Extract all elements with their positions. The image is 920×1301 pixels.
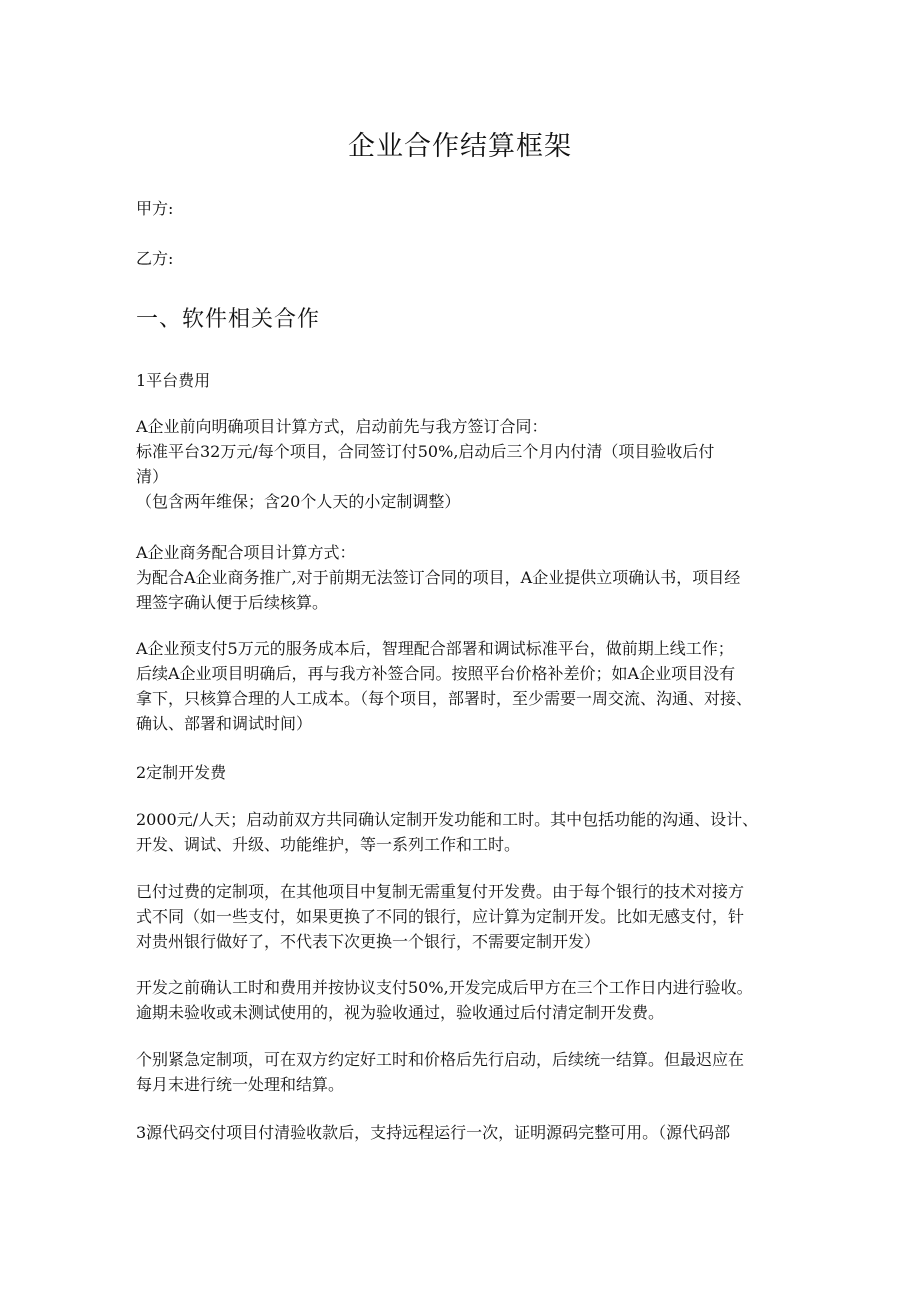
paragraph-line: （包含两年维保；含20个人天的小定制调整） [136, 492, 461, 511]
paragraph-line: 每月末进行统一处理和结算。 [136, 1075, 345, 1094]
paragraph-line: 开发、调试、升级、功能维护，等一系列工作和工时。 [136, 835, 521, 854]
paragraph-line: 个别紧急定制项，可在双方约定好工时和价格后先行启动，后续统一结算。但最迟应在 [136, 1050, 745, 1069]
paragraph-line: 逾期未验收或未测试使用的，视为验收通过，验收通过后付清定制开发费。 [136, 1003, 665, 1022]
paragraph-line: 后续A企业项目明确后，再与我方补签合同。按照平台价格补差价；如A企业项目没有 [136, 664, 736, 683]
paragraph-line: A企业预支付5万元的服务成本后，智理配合部署和调试标准平台，做前期上线工作； [136, 639, 734, 658]
paragraph-line: 标准平台32万元/每个项目，合同签订付50%,启动后三个月内付清（项目验收后付 [136, 442, 715, 461]
paragraph-line: 已付过费的定制项，在其他项目中复制无需重复付开发费。由于每个银行的技术对接方 [136, 882, 745, 901]
paragraph-line: 式不同（如一些支付，如果更换了不同的银行，应计算为定制开发。比如无感支付，针 [136, 907, 745, 926]
subheading-custom-dev-fee: 2定制开发费 [136, 763, 227, 782]
paragraph-line: 对贵州银行做好了，不代表下次更换一个银行，不需要定制开发） [136, 932, 601, 951]
section-heading: 一、软件相关合作 [136, 307, 321, 332]
paragraph-line: 3源代码交付项目付清验收款后，支持远程运行一次，证明源码完整可用。（源代码部 [136, 1123, 731, 1142]
paragraph-line: 确认、部署和调试时间） [136, 714, 313, 733]
paragraph-line: 理签字确认便于后续核算。 [136, 593, 329, 612]
party-b-label: 乙方: [136, 249, 174, 268]
paragraph-line: A企业前向明确项目计算方式，启动前先与我方签订合同： [136, 417, 548, 436]
paragraph-line: 为配合A企业商务推广,对于前期无法签订合同的项目，A企业提供立项确认书，项目经 [136, 568, 741, 587]
paragraph-line: A企业商务配合项目计算方式： [136, 543, 356, 562]
paragraph-line: 拿下，只核算合理的人工成本。（每个项目，部署时，至少需要一周交流、沟通、对接、 [136, 689, 753, 708]
paragraph-line: 开发之前确认工时和费用并按协议支付50%,开发完成后甲方在三个工作日内进行验收。 [136, 978, 753, 997]
party-a-label: 甲方: [136, 199, 174, 218]
paragraph-line: 2000元/人天；启动前双方共同确认定制开发功能和工时。其中包括功能的沟通、设计、 [136, 810, 759, 829]
document-title: 企业合作结算框架 [348, 131, 572, 162]
subheading-platform-fee: 1平台费用 [136, 371, 211, 390]
paragraph-line: 清） [136, 467, 169, 486]
